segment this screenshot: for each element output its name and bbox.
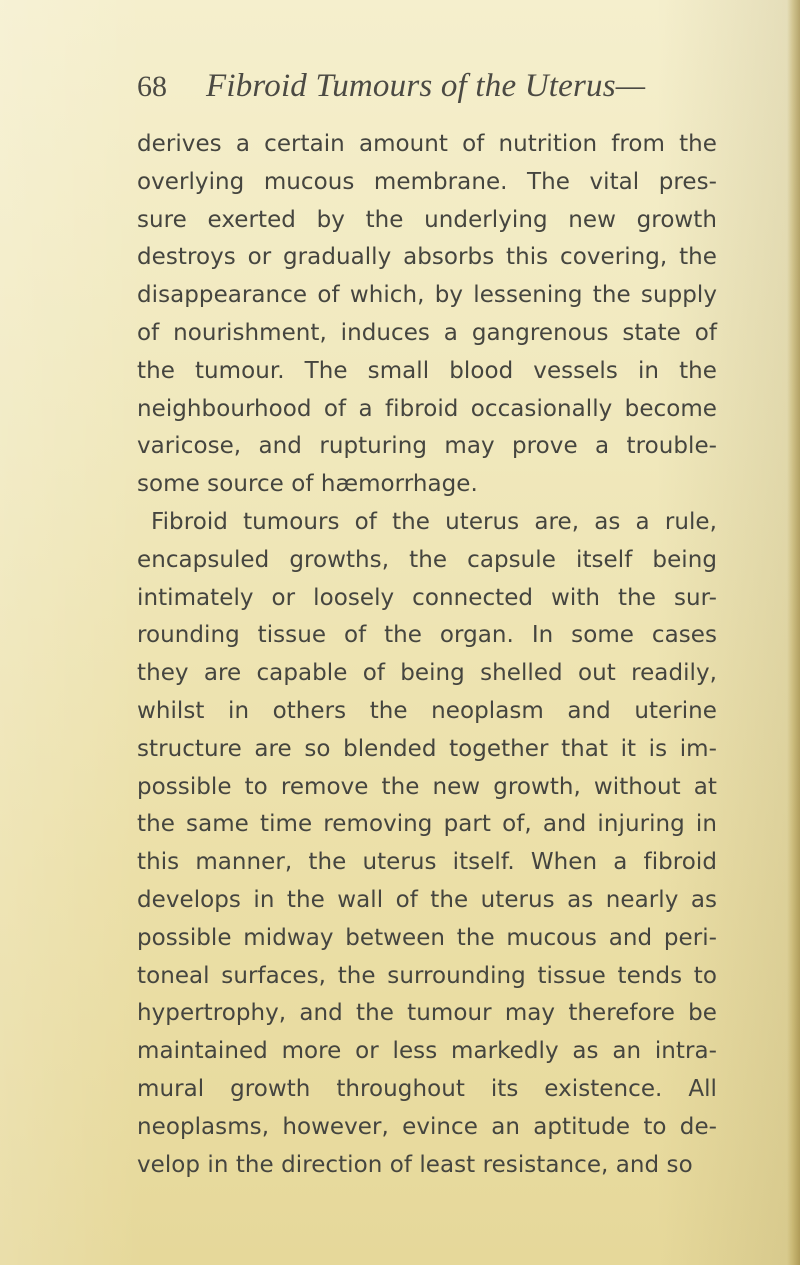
running-title: Fibroid Tumours of the Uterus— (206, 68, 646, 104)
text-line: mural growth throughout its existence. All (137, 1075, 717, 1102)
last-text-line: velop in the direction of least resistance, and so (137, 1151, 693, 1178)
text-line: this manner, the uterus itself. When a fibroid (137, 849, 717, 876)
page-edge-shadow (787, 0, 800, 1265)
text-line: rounding tissue of the organ. In some cases (137, 622, 717, 649)
text-line: disappearance of which, by lessening the supply (137, 282, 717, 309)
text-line: possible midway between the mucous and peri- (137, 924, 717, 951)
text-line: toneal surfaces, the surrounding tissue tends to (137, 962, 717, 989)
body-text (137, 126, 717, 1184)
text-line: encapsuled growths, the capsule itself being (137, 546, 717, 573)
text-line: intimately or loosely connected with the sur- (137, 584, 717, 611)
text-line: structure are so blended together that it is im- (137, 735, 717, 762)
text-line: destroys or gradually absorbs this covering, the (137, 244, 717, 271)
page-header (137, 67, 657, 115)
text-line: neoplasms, however, evince an aptitude to de- (137, 1113, 717, 1140)
text-line: sure exerted by the underlying new growth (137, 206, 717, 233)
page-number: 68 (137, 70, 167, 103)
text-line: possible to remove the new growth, without at (137, 773, 717, 800)
paragraph-end-line: some source of hæmorrhage. (137, 471, 478, 498)
text-line: varicose, and rupturing may prove a trouble- (137, 433, 717, 460)
text-line: whilst in others the neoplasm and uterine (137, 697, 717, 724)
text-line: develops in the wall of the uterus as nearly as (137, 886, 717, 913)
text-line: hypertrophy, and the tumour may therefore be (137, 1000, 717, 1027)
text-line: of nourishment, induces a gangrenous state of (137, 319, 717, 346)
text-line: the same time removing part of, and injuring in (137, 811, 717, 838)
text-line: maintained more or less markedly as an intra- (137, 1038, 717, 1065)
text-line: overlying mucous membrane. The vital pres- (137, 168, 717, 195)
paragraph-start-line: Fibroid tumours of the uterus are, as a rule, (151, 508, 717, 535)
text-line: derives a certain amount of nutrition from the (137, 131, 717, 157)
text-line: neighbourhood of a fibroid occasionally become (137, 395, 717, 422)
text-line: the tumour. The small blood vessels in the (137, 357, 717, 384)
text-line: they are capable of being shelled out readily, (137, 660, 717, 687)
